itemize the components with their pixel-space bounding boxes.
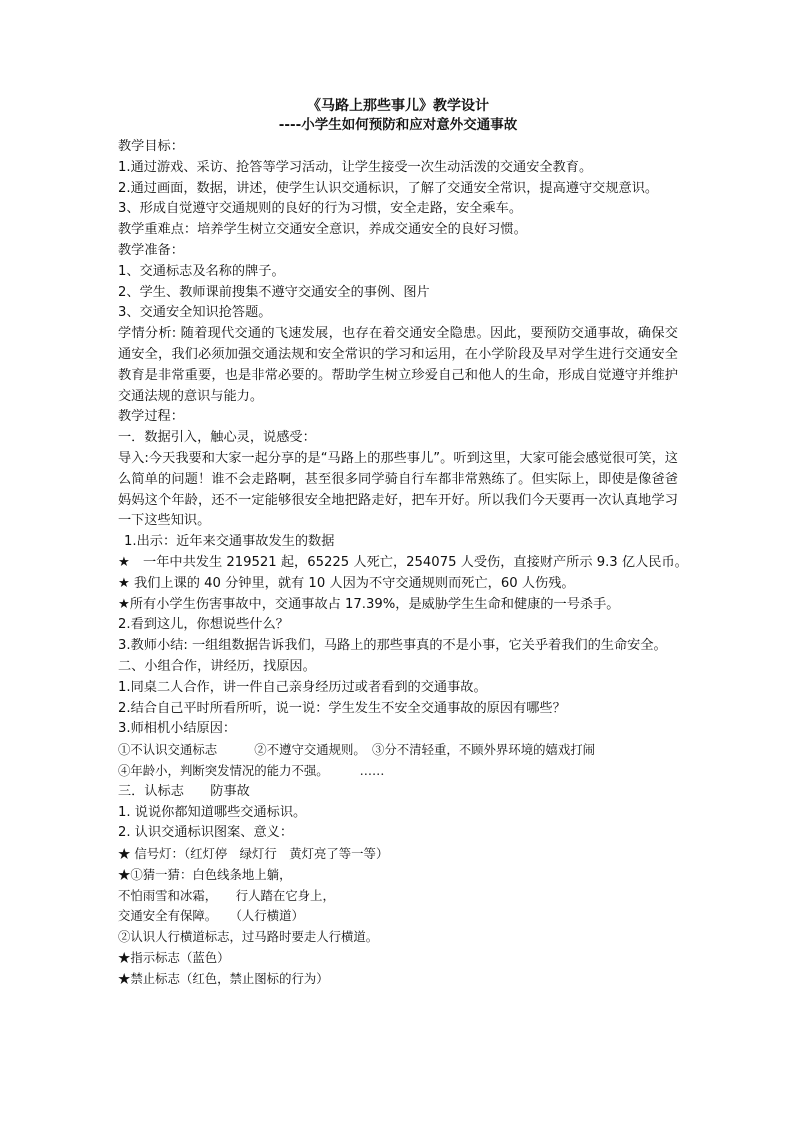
goal-item-3: 3、形成自觉遵守交通规则的良好的行为习惯，安全走路，安全乘车。 (118, 201, 523, 217)
student-analysis-paragraph: 学情分析: 随着现代交通的飞速发展，也存在着交通安全隐患。因此，要预防交通事故，确保交通安全，我们必须加强交通法规和安全常识的学习和运用，在小学阶段及早对学生进行交通安全教育是非常重要，也是非常必要的。帮助学生树立珍爱自己和他人的生命，形成自觉遵守并维护交通法规的意识与能力。 (118, 326, 678, 404)
part-two-heading: 二、小组合作，讲经历，找原因。 (118, 658, 316, 674)
document-subtitle: ----小学生如何预防和应对意外交通事故 (278, 117, 518, 133)
group-item-3: 3.师相机小结原因： (118, 721, 237, 737)
data-item-3: ★所有小学生伤害事故中，交通事故占 17.39%，是威胁学生生命和健康的一号杀手。 (118, 596, 620, 612)
data-item-2: ★ 我们上课的 40 分钟里，就有 10 人因为不守交通规则而死亡，60 人伤残。 (118, 575, 575, 591)
group-item-2: 2.结合自己平时所看所听，说一说：学生发生不安全交通事故的原因有哪些？ (118, 700, 566, 716)
question-item: 2.看到这儿，你想说些什么？ (118, 617, 289, 633)
goal-item-2: 2.通过画面，数据，讲述，使学生认识交通标识，了解了交通安全常识，提高遵守交规意识。 (118, 180, 659, 196)
teacher-summary: 3.教师小结: 一组组数据告诉我们，马路上的那些事真的不是小事，它关乎着我们的生命安全。 (118, 638, 667, 654)
signal-light-item: ★ 信号灯：（红灯停 绿灯行 黄灯亮了等一等） (118, 846, 389, 862)
key-difficulty: 教学重难点：培养学生树立交通安全意识，养成交通安全的良好习惯。 (118, 222, 527, 238)
intro-paragraph: 导入:今天我要和大家一起分享的是“马路上的那些事儿”。听到这里，大家可能会感觉很可笑，这么简单的问题！谁不会走路啊，甚至很多同学骑自行车都非常熟练了。但实际上，即使是像爸爸妈妈这个年龄，还不一定能够很安全地把路走好，把车开好。所以我们今天要再一次认真地学习一下这些知识。 (118, 450, 678, 529)
group-item-1: 1.同桌二人合作，讲一件自己亲身经历过或者看到的交通事故。 (118, 679, 487, 695)
prep-item-2: 2、学生、教师课前搜集不遵守交通安全的事例、图片 (118, 284, 430, 300)
section-heading-process: 教学过程： (118, 409, 184, 425)
document-title: 《马路上那些事儿》教学设计 (307, 98, 489, 114)
data-item-1: ★ 一年中共发生 219521 起，65225 人死亡，254075 人受伤，直接财产所示 9.3 亿人民币。 (118, 554, 688, 570)
show-data-heading: 1.出示：近年来交通事故发生的数据 (124, 534, 335, 550)
prep-item-1: 1、交通标志及名称的牌子。 (118, 263, 285, 279)
prohibition-sign-item: ★禁止标志（红色，禁止图标的行为） (118, 970, 329, 986)
sign-item-2: 2. 认识交通标识图案、意义： (118, 825, 294, 841)
section-heading-prep: 教学准备： (118, 242, 184, 258)
indication-sign-item: ★指示标志（蓝色） (118, 950, 230, 966)
section-heading-goals: 教学目标： (118, 139, 184, 154)
sign-item-1: 1. 说说你都知道哪些交通标识。 (118, 804, 307, 820)
riddle-line-2: 不怕雨雪和冰霜， 行人踏在它身上， (118, 887, 335, 903)
crosswalk-item: ②认识人行横道标志，过马路时要走人行横道。 (118, 929, 379, 945)
reason-list-2: ④年龄小，判断突发情况的能力不强。 …… (118, 762, 385, 778)
prep-item-3: 3、交通安全知识抢答题。 (118, 305, 272, 321)
document-page (118, 97, 688, 990)
part-one-heading: 一．数据引入，触心灵，说感受： (118, 430, 316, 446)
reason-list-1: ①不认识交通标志 ②不遵守交通规则。 ③分不清轻重，不顾外界环境的嬉戏打闹 (118, 742, 596, 758)
part-three-heading: 三．认标志 防事故 (118, 783, 250, 799)
riddle-line-3: 交通安全有保障。 （人行横道） (118, 908, 304, 924)
goal-item-1: 1.通过游戏、采访、抢答等学习活动，让学生接受一次生动活泼的交通安全教育。 (118, 159, 593, 175)
riddle-line-1: ★①猜一猜：白色线条地上躺， (118, 866, 292, 882)
